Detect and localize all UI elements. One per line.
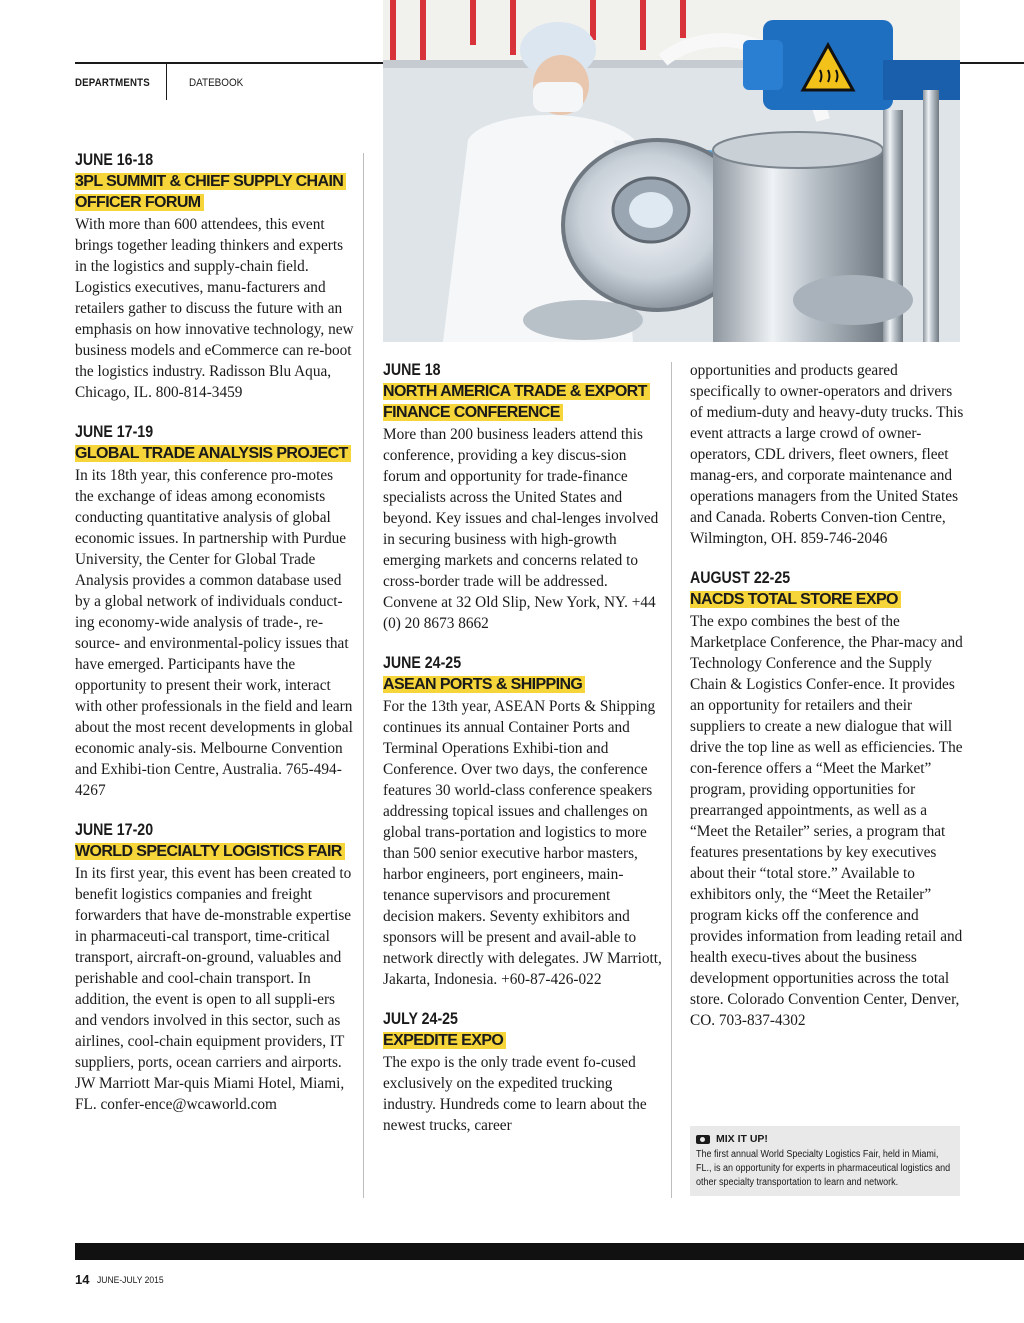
event-name xyxy=(75,171,355,213)
event-global-trade-analysis xyxy=(75,422,355,801)
event-date: JULY 24-25 xyxy=(383,1010,458,1028)
event-description: More than 200 business leaders attend this conference, providing a key discus-sion forum and opportunity for trade-finance specialists across the United States and beyond. Key issues and chal-lenges involved in securing business with high-growth emerging markets and concerns related to cross-border trade will be addressed. Convene at 32 Old Slip, New York, NY. +44 (0) 20 8673 8662 xyxy=(383,426,659,632)
lab-photo-illustration xyxy=(383,0,960,342)
event-description: In its first year, this event has been created to benefit logistics companies and freight forwarders that have de-monstrable expertise in pharmaceuti-cal transport, time-critical transport, aircraft-on-ground, valuables and perishable and cool-chain transport. In addition, the event is open to all suppli-ers and vendors involved in this sector, such as airlines, cool-chain equipment providers, IT suppliers, ports, ocean carriers and airports. JW Marriott Mar-quis Miami Hotel, Miami, FL. confer-ence@wcaworld.com xyxy=(75,865,352,1113)
event-description: The expo is the only trade event fo-cused exclusively on the expedited trucking industry. Hundreds come to learn about the newest trucks, career xyxy=(383,1054,647,1134)
mix-it-up-box xyxy=(690,1126,960,1196)
column-1 xyxy=(75,150,355,1134)
event-asean-ports xyxy=(383,653,663,990)
event-date: JUNE 24-25 xyxy=(383,654,462,672)
event-description: The expo combines the best of the Marketplace Conference, the Phar-macy and Technology Conference and the Supply Chain & Logistics Confer-ence. It provides an opportunity for retailers and their suppliers to create a new dialogue that will drive the top line as well as efficiencies. The con-ference offers a “Meet the Market” program, providing opportunities for prearranged appointments, as well as a “Meet the Retailer” series, a program that features presentations by key executives about their “total store.” Available to exhibitors only, the “Meet the Retailer” program kicks off the conference and provides information from leading retail and health execu-tives about the business development opportunities across the total store. Colorado Convention Center, Denver, CO. 703-837-4302 xyxy=(690,613,963,1029)
event-expedite-expo xyxy=(383,1009,663,1136)
header-rule xyxy=(75,62,383,64)
lab-photo xyxy=(383,0,960,342)
event-name-highlight: ASEAN PORTS & SHIPPING xyxy=(383,676,585,693)
event-north-america-trade xyxy=(383,360,663,634)
column-3 xyxy=(690,360,965,1050)
event-name-highlight: 3PL SUMMIT & CHIEF SUPPLY CHAIN OFFICER FORUM xyxy=(75,173,346,211)
event-world-specialty-logistics xyxy=(75,820,355,1115)
event-name-highlight: NACDS TOTAL STORE EXPO xyxy=(690,591,901,608)
event-3pl-summit xyxy=(75,150,355,403)
event-name xyxy=(75,841,355,862)
event-description: In its 18th year, this conference pro-motes the exchange of ideas among economists conducting quantitative analysis of global economic issues. In partnership with Purdue University, the Center for Global Trade Analysis provides a common database used by a global network of individuals conduct-ing economy-wide analysis of trade-, re-source- and environmental-policy issues that have emerged. Participants have the opportunity to present their work, interact with other professionals in the field and learn about the most recent developments in global economic analy-sis. Melbourne Convention and Exhibi-tion Centre, Australia. 765-494-4267 xyxy=(75,467,353,799)
event-description: opportunities and products geared specifically to owner-operators and drivers of medium-duty and heavy-duty trucks. This event attracts a large crowd of owner-operators, CDL drivers, fleet owners, fleet manag-ers, and corporate maintenance and operations managers from the United States and Canada. Roberts Conven-tion Centre, Wilmington, OH. 859-746-2046 xyxy=(690,362,964,547)
mix-it-up-heading: MIX IT UP! xyxy=(716,1133,768,1145)
event-description: For the 13th year, ASEAN Ports & Shipping continues its annual Container Ports and Terminal Operations Exhibi-tion and Conference. Over two days, the conference features 30 world-class conference speakers addressing topical issues and challenges on global trans-portation and logistics to more than 500 senior executive harbor masters, harbor engineers, port engineers, main-tenance supervisors and procurement decision makers. Seventy exhibitors and sponsors will be present and avail-able to network directly with delegates. JW Marriott, Jakarta, Indonesia. +60-87-426-022 xyxy=(383,698,662,988)
footer-bar xyxy=(75,1243,1024,1260)
event-date: AUGUST 22-25 xyxy=(690,569,791,587)
event-name xyxy=(383,1030,663,1051)
event-name xyxy=(75,443,355,464)
event-name-highlight: EXPEDITE EXPO xyxy=(383,1032,506,1049)
event-nacds-total-store xyxy=(690,568,965,1031)
section-label: DATEBOOK xyxy=(189,77,244,89)
event-name xyxy=(690,589,965,610)
event-date: JUNE 18 xyxy=(383,361,441,379)
mix-it-up-title xyxy=(696,1133,768,1145)
event-date: JUNE 17-19 xyxy=(75,423,154,441)
event-date: JUNE 17-20 xyxy=(75,821,154,839)
event-date: JUNE 16-18 xyxy=(75,151,154,169)
event-name-highlight: WORLD SPECIALTY LOGISTICS FAIR xyxy=(75,843,345,860)
event-name-highlight: GLOBAL TRADE ANALYSIS PROJECT xyxy=(75,445,351,462)
event-expedite-expo-continued xyxy=(690,360,965,549)
event-name xyxy=(383,674,663,695)
camera-icon xyxy=(696,1135,710,1144)
header-divider xyxy=(166,62,167,100)
page-number: 14 xyxy=(75,1272,90,1287)
column-rule xyxy=(363,153,364,1198)
column-2 xyxy=(383,360,663,1155)
event-name-highlight: NORTH AMERICA TRADE & EXPORT FINANCE CONFERENCE xyxy=(383,383,650,421)
event-name xyxy=(383,381,663,423)
event-description: With more than 600 attendees, this event brings together leading thinkers and experts in the logistics and supply-chain field. Logistics executives, manu-facturers and retailers gather to discuss the future with an emphasis on how innovative technology, new business models and eCommerce can re-boot the logistics industry. Radisson Blu Aqua, Chicago, IL. 800-814-3459 xyxy=(75,216,354,401)
issue-date: JUNE-JULY 2015 xyxy=(97,1275,164,1286)
mix-it-up-text: The first annual World Specialty Logistics Fair, held in Miami, FL., is an opportunity for experts in pharmaceutical logistics and other specialty transportation to learn and network. xyxy=(696,1149,951,1188)
department-label: DEPARTMENTS xyxy=(75,77,150,89)
header-rule-right xyxy=(960,62,1024,64)
column-rule xyxy=(671,362,672,1198)
